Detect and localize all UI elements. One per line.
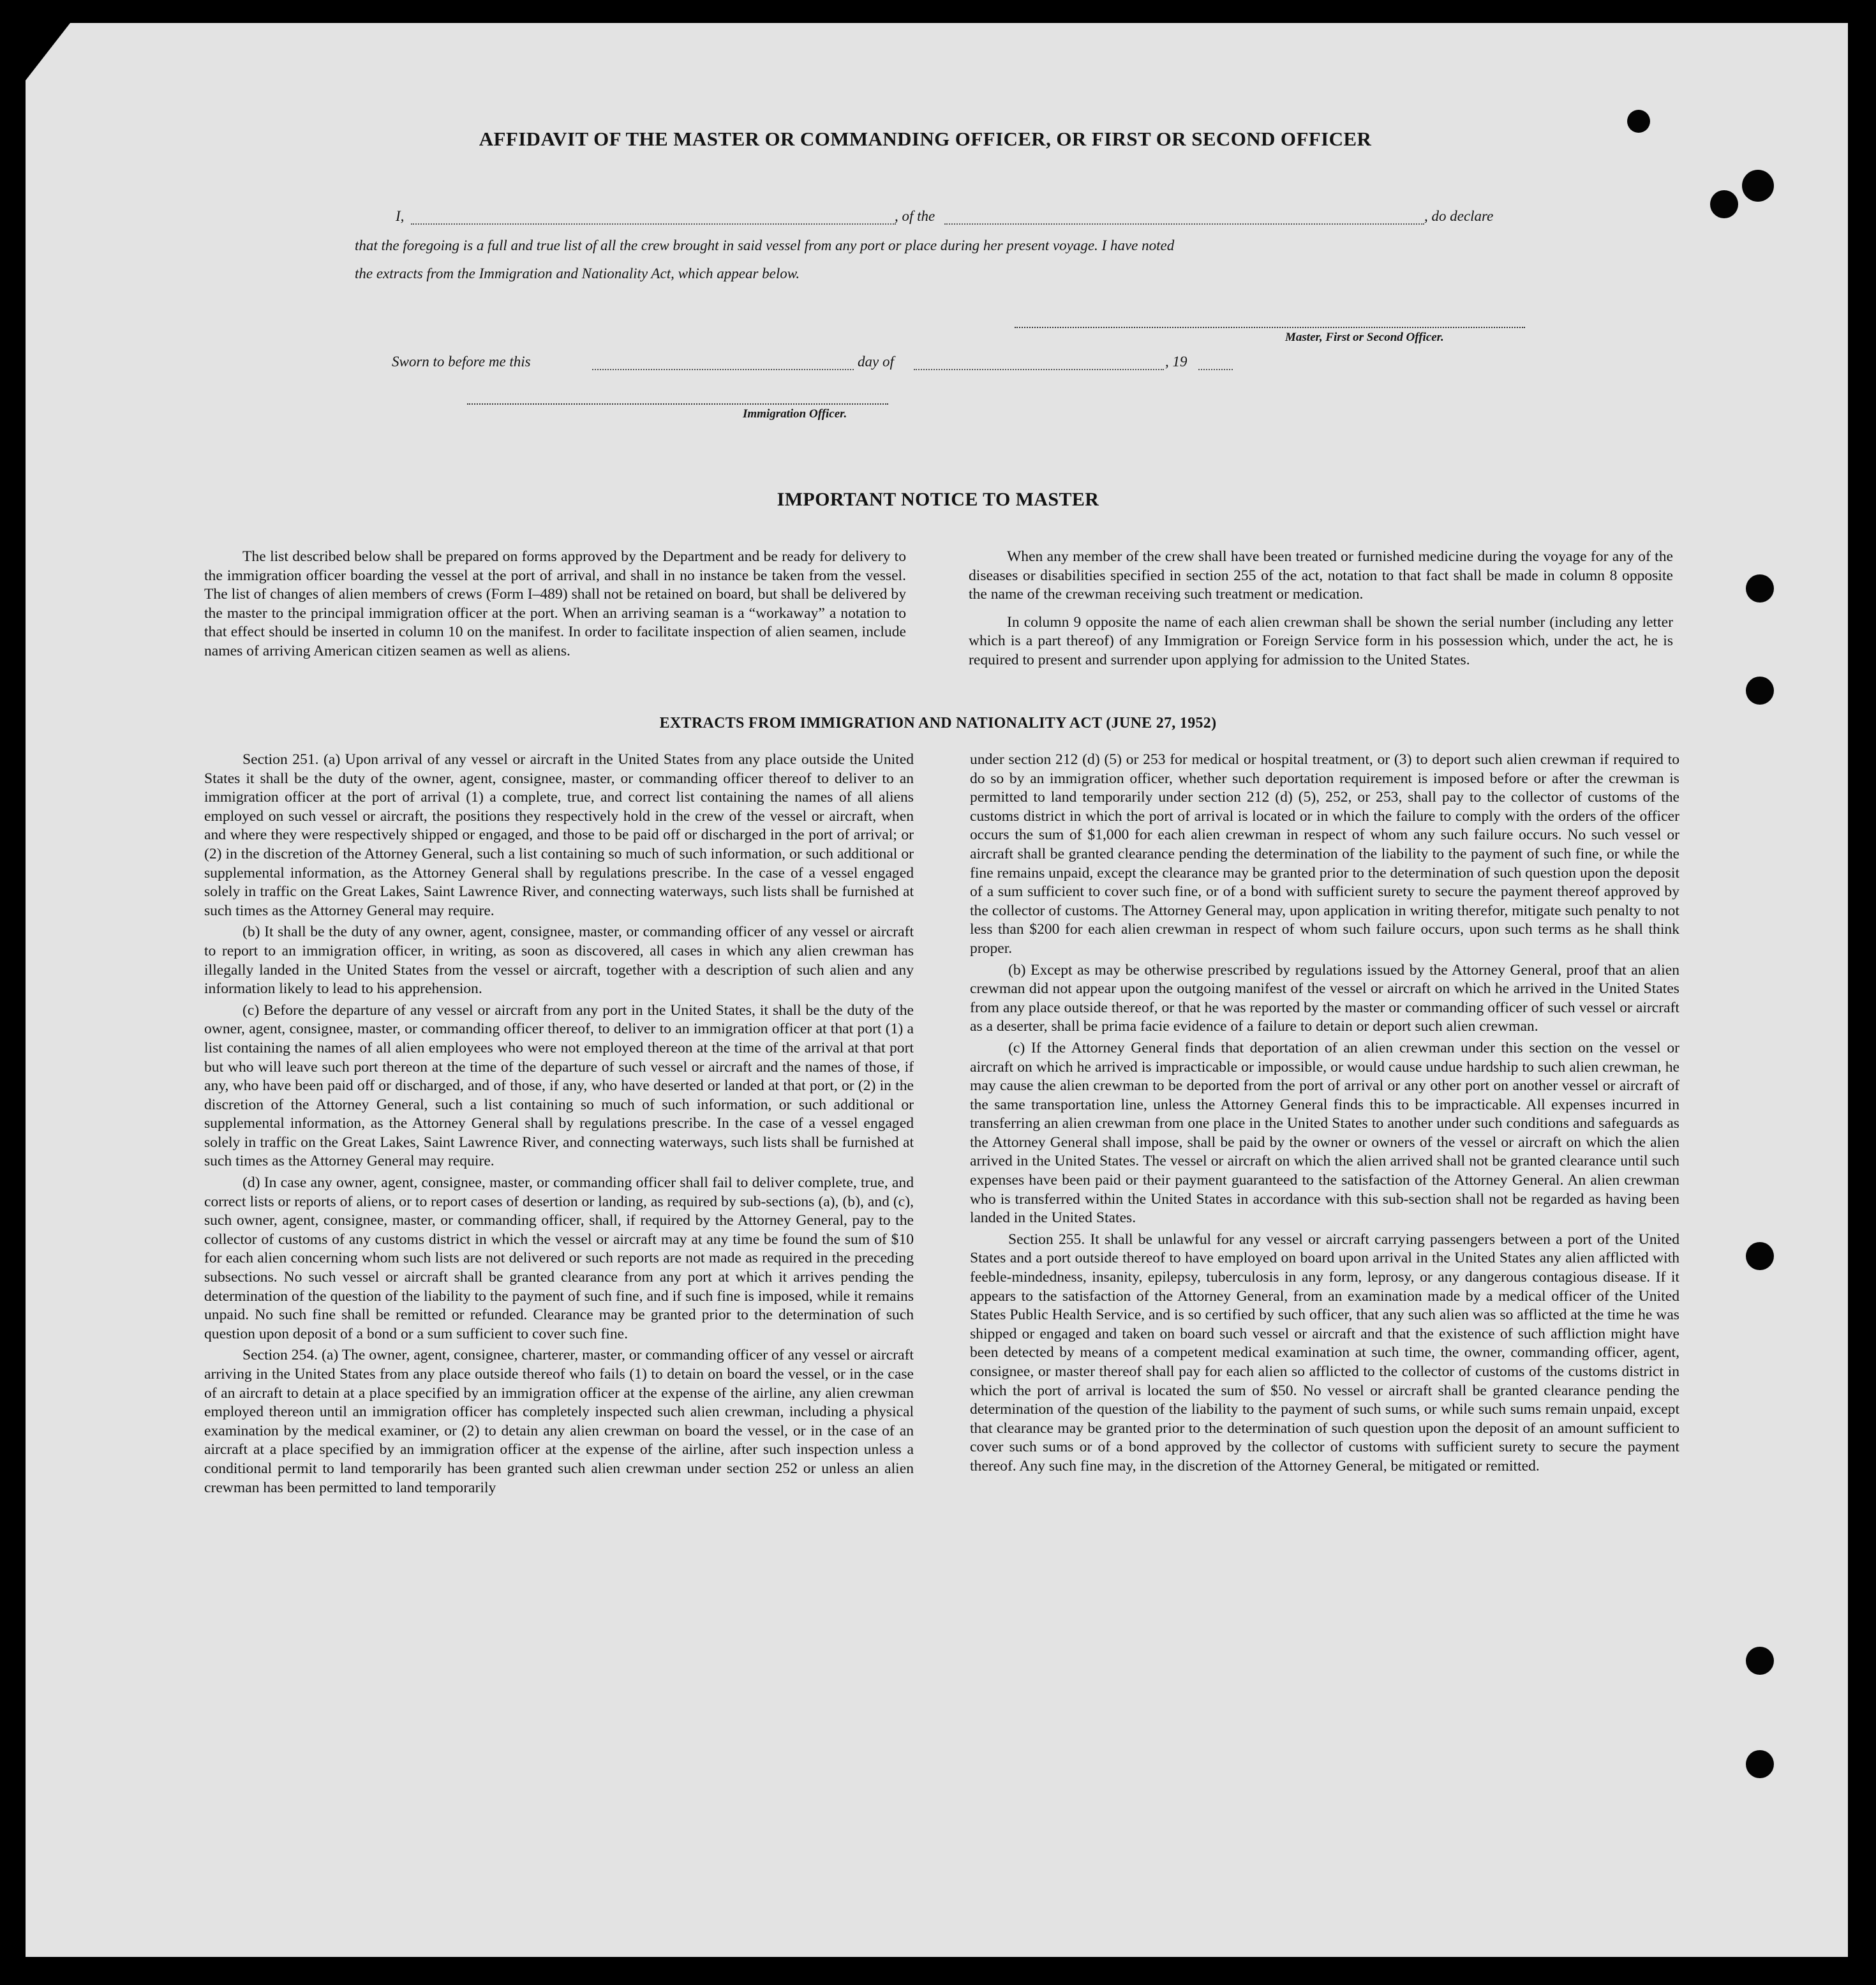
immigration-officer-caption: Immigration Officer. — [743, 407, 847, 421]
declaration-line-2: the extracts from the Immigration and Nationality Act, which appear below. — [355, 266, 800, 281]
sworn-year-field[interactable] — [1198, 369, 1233, 370]
punch-hole — [1746, 1647, 1774, 1675]
section-251-b: (b) It shall be the duty of any owner, agent, consignee, master, or commanding officer of any vessel or aircraft to report to an immigration officer, in writing, as soon as discovered, all cases in which any alien crewman has illegally landed in the United States from the vessel or aircraft, together with a description of such alien and any information likely to lead to his apprehension. — [204, 924, 914, 998]
section-251-c: (c) Before the departure of any vessel or aircraft from any port in the United States, it shall be the duty of the owner, agent, consignee, master, or commanding officer thereof, to deliver to an immigration officer at that port (1) a list containing the names of all alien employees who were not employed thereon at the time of the arrival at that port but who will leave such port thereon at the time of the departure of such vessel or aircraft and the names of those, if any, who have been paid off or discharged, and of those, if any, who have deserted or landed at that port, or (2) in the discretion of the Attorney General, such a list containing so much of such information, or such additional or supplemental information, as the Attorney General shall by regulations prescribe. In the case of a vessel engaged solely in traffic on the Great Lakes, Saint Lawrence River, and connecting waterways, such lists shall be furnished at such times as the Attorney General may require. — [204, 1001, 914, 1170]
declarant-name-field[interactable] — [411, 223, 896, 225]
declarant-label: I, — [396, 208, 405, 224]
master-signature-field[interactable] — [1015, 327, 1525, 328]
extracts-title: EXTRACTS FROM IMMIGRATION AND NATIONALITY ACT (JUNE 27, 1952) — [659, 715, 1217, 731]
vessel-name-field[interactable] — [944, 223, 1424, 225]
immigration-officer-signature-field[interactable] — [467, 403, 888, 405]
year-label: , 19 — [1165, 354, 1187, 370]
section-255: Section 255. It shall be unlawful for any vessel or aircraft carrying passengers between a port of the United States and a port outside thereof to have employed on board upon arrival in the United States any alien afflicted with feeble-mindedness, insanity, epilepsy, tuberculosis in any form, leprosy, or any dangerous contagious disease. If it appears to the satisfaction of the Attorney General, from an examination made by a medical officer of the United States Public Health Service, and is so certified by such officer, that any such alien was so afflicted at the time he was shipped or engaged and taken on board such vessel or aircraft and that the existence of such affliction might have been detected by means of a competent medical examination at such time, the owner, commanding officer, agent, consignee, or master thereof shall pay for each alien so afflicted to the collector of customs of the customs district in which the port of arrival is located the sum of $50. No vessel or aircraft shall be granted clearance pending the determination of the question of the liability to the payment of such sums, or while such sums remain unpaid, except that clearance may be granted prior to the determination of such question upon the deposit of an amount sufficient to cover such sums or of a bond approved by the collector of customs with sufficient surety to secure the payment thereof. Any such fine may, in the discretion of the Attorney General, be mitigated or remitted. — [970, 1231, 1679, 1474]
punch-hole — [1746, 1750, 1774, 1778]
affidavit-title: AFFIDAVIT OF THE MASTER OR COMMANDING OFFICER, OR FIRST OR SECOND OFFICER — [479, 128, 1372, 150]
master-signature-caption: Master, First or Second Officer. — [1285, 331, 1444, 344]
notice-right-column — [969, 548, 1673, 670]
punch-hole — [1627, 110, 1650, 133]
of-the-label: , of the — [895, 208, 935, 224]
punch-hole — [1746, 677, 1774, 705]
do-declare-label: , do declare — [1424, 208, 1494, 224]
punch-hole — [1746, 1242, 1774, 1270]
punch-hole — [1742, 170, 1774, 202]
notice-right-paragraph-2: In column 9 opposite the name of each alien crewman shall be shown the serial number (including any letter which is a part thereof) of any Immigration or Foreign Service form in his possession which, under the act, he is required to present and surrender upon applying for admission to the United States. — [969, 613, 1673, 668]
section-251-d: (d) In case any owner, agent, consignee, master, or commanding officer shall fail to deliver complete, true, and correct lists or reports of aliens, or to report cases of desertion or landing, as required by sub-sections (a), (b), and (c), such owner, agent, consignee, master, or commanding officer, shall, if required by the Attorney General, pay to the collector of customs of any customs district in which the vessel or aircraft may at any time be found the sum of $10 for each alien concerning whom such lists are not delivered or such reports are not made as required in the preceding subsections. No such vessel or aircraft shall be granted clearance from any port at which it arrives pending the determination of the question of the liability to the payment of such fine, and if such fine is imposed, while it remains unpaid. No such fine shall be remitted or refunded. Clearance may be granted prior to the determination of such question upon deposit of a bond or a sum sufficient to cover such fine. — [204, 1174, 914, 1342]
sworn-day-field[interactable] — [592, 369, 854, 370]
declaration-line-1: that the foregoing is a full and true list of all the crew brought in said vessel from any port or place during her present voyage. I have noted — [355, 237, 1175, 253]
punch-hole — [1710, 190, 1738, 218]
notice-left-paragraph: The list described below shall be prepared on forms approved by the Department and be ready for delivery to the immigration officer boarding the vessel at the port of arrival, and shall in no instance be taken from the vessel. The list of changes of alien members of crews (Form I–489) shall not be retained on board, but shall be delivered by the master to the principal immigration officer at the port. When an arriving seaman is a “workaway” a notation to that effect should be inserted in column 10 on the manifest. In order to facilitate inspection of alien seamen, include names of arriving American citizen seamen as well as aliens. — [204, 548, 906, 659]
punch-hole — [1746, 574, 1774, 603]
extracts-right-column — [970, 751, 1679, 1476]
folded-corner — [26, 23, 70, 80]
section-254-b: (b) Except as may be otherwise prescribed by regulations issued by the Attorney General, proof that an alien crewman did not appear upon the outgoing manifest of the vessel or aircraft on which he arrived in the United States from any place outside thereof, or that he was reported by the master or commanding officer of such vessel or aircraft as a deserter, shall be prima facie evidence of a failure to detain or deport such alien crewman. — [970, 961, 1679, 1035]
sworn-label: Sworn to before me this — [392, 354, 531, 370]
section-254-c: (c) If the Attorney General finds that deportation of an alien crewman under this section on the vessel or aircraft on which he arrived is impracticable or impossible, or would cause undue hardship to such alien crewman, he may cause the alien crewman to be deported from the port of arrival or any other port on another vessel or aircraft of the same transportation line, unless the Attorney General finds this to be impracticable. All expenses incurred in transferring an alien crewman from one place in the United States to another under such conditions and safeguards as the Attorney General shall impose, shall be paid by the owner or owners of the vessel or aircraft on which the alien arrived in the United States. The vessel or aircraft on which the alien arrived shall not be granted clearance until such expenses have been paid or their payment guaranteed to the satisfaction of the Attorney General. An alien crewman who is transferred within the United States in accordance with this sub-section shall not be regarded as having been landed in the United States. — [970, 1039, 1679, 1227]
notice-right-paragraph-1: When any member of the crew shall have been treated or furnished medicine during the voyage for any of the diseases or disabilities specified in section 255 of the act, notation to that fact shall be made in column 8 opposite the name of the crewman receiving such treatment or medication. — [969, 548, 1673, 603]
extracts-left-column — [204, 751, 914, 1497]
section-254-a: Section 254. (a) The owner, agent, consignee, charterer, master, or commanding officer of any vessel or aircraft arriving in the United States from any place outside thereof who fails (1) to detain on board the vessel, or in the case of an aircraft to detain at a place specified by an immigration officer at the expense of the airline, any alien crewman employed thereon until an immigration officer has completely inspected such alien crewman, including a physical examination by the medical examiner, or (2) to detain any alien crewman on board the vessel, or in the case of an aircraft at a place specified by an immigration officer at the expense of the airline, after such inspection unless a conditional permit to land temporarily has been granted such alien crewman under section 252 or unless an alien crewman has been permitted to land temporarily — [204, 1347, 914, 1496]
section-251-a: Section 251. (a) Upon arrival of any vessel or aircraft in the United States from any place outside the United States it shall be the duty of the owner, agent, consignee, master, or commanding officer thereof to deliver to an immigration officer at the port of arrival (1) a complete, true, and correct list containing the names of all aliens employed on such vessel or aircraft, the positions they respectively hold in the crew of the vessel or aircraft, when and where they were respectively shipped or engaged, and those to be paid off or discharged in the port of arrival; or (2) in the discretion of the Attorney General, such a list containing so much of such information, or such additional or supplemental information, as the Attorney General shall by regulations prescribe. In the case of a vessel engaged solely in traffic on the Great Lakes, Saint Lawrence River, and connecting waterways, such lists shall be furnished at such times as the Attorney General may require. — [204, 751, 914, 919]
notice-left-column — [204, 548, 906, 661]
day-of-label: day of — [858, 354, 894, 370]
notice-title: IMPORTANT NOTICE TO MASTER — [777, 489, 1099, 510]
section-254-a-continued: under section 212 (d) (5) or 253 for medical or hospital treatment, or (3) to deport such alien crewman if required to do so by an immigration officer, whether such deportation requirement is imposed before or after the crewman is permitted to land temporarily under section 212 (d) (5), 252, or 253, shall pay to the collector of customs of the customs district in which the port of arrival is located or in which the failure to comply with the orders of the officer occurs the sum of $1,000 for each alien crewman in respect of whom any such failure occurs. No such vessel or aircraft shall be granted clearance pending the determination of the liability to the payment of such fine, or while the fine remains unpaid, except the clearance may be granted prior to the determination of such question upon the deposit of a sum sufficient to cover such fine, or of a bond with sufficient surety to secure the payment thereof approved by the collector of customs. The Attorney General may, upon application in writing therefor, mitigate such penalty to not less than $200 for each alien crewman in respect of whom such failure occurs, upon such terms as he shall think proper. — [970, 751, 1679, 957]
sworn-month-field[interactable] — [914, 369, 1164, 370]
